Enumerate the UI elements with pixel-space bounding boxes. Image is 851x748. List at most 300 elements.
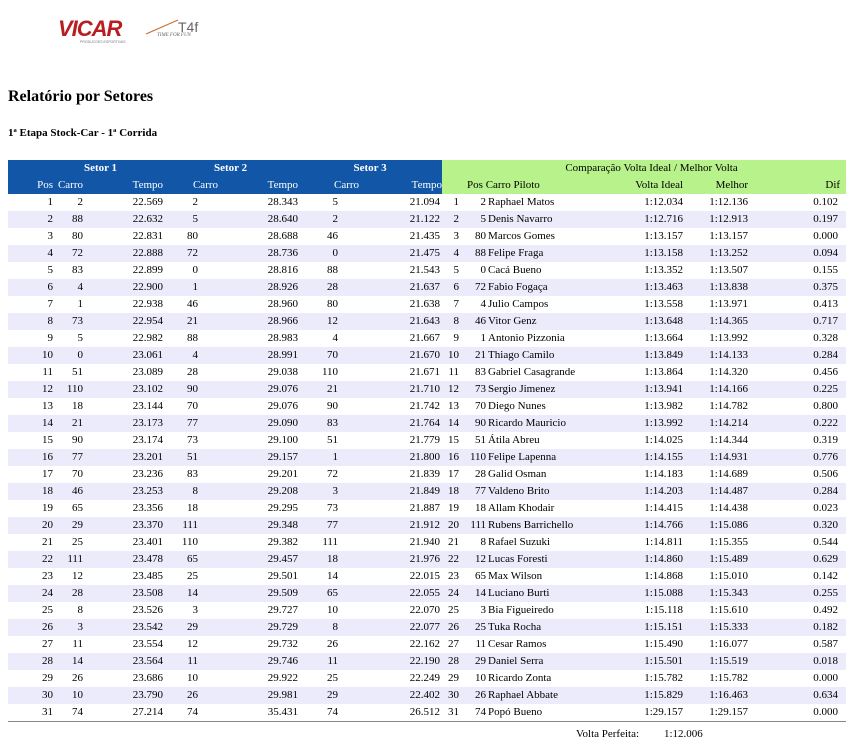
sector2-time: 29.746 — [223, 653, 298, 670]
row-pos: 8 — [8, 313, 53, 330]
melhor-volta: 1:14.133 — [683, 347, 748, 364]
table-row — [8, 670, 846, 687]
row-pos: 2 — [8, 211, 53, 228]
sector3-car: 111 — [322, 536, 339, 548]
sector3-car: 88 — [327, 264, 339, 276]
sector1-car: 11 — [72, 638, 83, 650]
row-pos: 10 — [8, 347, 53, 364]
sector3-time: 21.637 — [365, 279, 442, 296]
ideal-pos: 15 — [448, 434, 460, 446]
sector1-time: 23.485 — [132, 570, 164, 582]
driver-name: Fabio Fogaça — [486, 279, 613, 296]
sector3-time: 21.667 — [409, 332, 441, 344]
ideal-pos: 17 — [448, 468, 460, 480]
sector2-car: 74 — [163, 704, 223, 722]
dif-value: 0.102 — [813, 196, 839, 208]
sector2-car: 51 — [163, 449, 223, 466]
sector1-car: 2 — [77, 196, 83, 208]
sector1-time: 23.478 — [83, 551, 163, 568]
driver-name: Rubens Barrichello — [486, 517, 613, 534]
ideal-pos: 23 — [448, 570, 460, 582]
sector3-time: 21.912 — [365, 517, 442, 534]
sector3-car: 26 — [327, 638, 339, 650]
sector2-car: 18 — [187, 502, 199, 514]
sector2-car: 3 — [192, 604, 199, 616]
sector2-time: 29.076 — [267, 400, 299, 412]
sector2-car: 4 — [163, 347, 223, 364]
dif-value: 0.717 — [748, 313, 846, 330]
sector1-time: 22.900 — [83, 279, 163, 296]
table-row — [8, 500, 846, 517]
table-row — [8, 262, 846, 279]
sector2-time: 29.732 — [267, 638, 299, 650]
volta-ideal: 1:15.118 — [644, 604, 684, 616]
sector2-time: 29.076 — [223, 381, 298, 398]
driver-name: Ricardo Zonta — [488, 672, 552, 684]
melhor-volta: 1:29.157 — [683, 704, 748, 722]
sector3-time: 21.887 — [409, 502, 441, 514]
sector1-car: 12 — [72, 570, 83, 582]
sector3-time: 21.638 — [409, 298, 441, 310]
header-carro-3: Carro — [298, 176, 365, 194]
ideal-car: 111 — [461, 517, 486, 534]
volta-ideal: 1:13.352 — [644, 264, 684, 276]
driver-name: Bia Figueiredo — [488, 604, 554, 616]
ideal-pos: 14 — [442, 415, 461, 432]
sector2-car: 0 — [192, 264, 199, 276]
sector3-car: 51 — [327, 434, 339, 446]
row-pos: 9 — [47, 332, 53, 344]
volta-ideal: 1:13.158 — [613, 245, 683, 262]
sector2-time: 29.348 — [223, 517, 298, 534]
sector3-time: 22.190 — [365, 653, 442, 670]
table-row — [8, 415, 846, 432]
row-pos: 26 — [8, 619, 53, 636]
sector1-time: 23.174 — [132, 434, 164, 446]
table-row — [8, 245, 846, 262]
table-row — [8, 279, 846, 296]
row-pos: 31 — [8, 704, 53, 722]
sector3-car: 10 — [327, 604, 339, 616]
header-tempo-3: Tempo — [365, 176, 442, 194]
table-row — [8, 449, 846, 466]
sector3-car: 77 — [298, 517, 365, 534]
sector2-time: 29.457 — [223, 551, 298, 568]
row-pos: 19 — [42, 502, 53, 514]
sector3-time: 22.249 — [409, 672, 441, 684]
sector3-time: 21.710 — [365, 381, 442, 398]
sector1-time: 23.526 — [132, 604, 164, 616]
sector2-car: 88 — [187, 332, 199, 344]
table-row — [8, 432, 846, 449]
sector1-car: 77 — [53, 449, 83, 466]
sector3-time: 22.015 — [409, 570, 441, 582]
row-pos: 29 — [42, 672, 53, 684]
table-row — [8, 568, 846, 585]
row-pos: 5 — [47, 264, 53, 276]
sector1-time: 23.564 — [83, 653, 163, 670]
sector2-car: 25 — [187, 570, 199, 582]
sector3-time: 21.779 — [409, 434, 441, 446]
ideal-car: 65 — [475, 570, 487, 582]
sector1-car: 83 — [72, 264, 83, 276]
table-row — [8, 704, 846, 722]
row-pos: 13 — [42, 400, 53, 412]
sector1-time: 22.632 — [83, 211, 163, 228]
driver-name: Raphael Abbate — [486, 687, 613, 704]
ideal-pos: 1 — [453, 196, 460, 208]
melhor-volta: 1:14.365 — [683, 313, 748, 330]
ideal-car: 1 — [480, 332, 487, 344]
sector1-car: 29 — [53, 517, 83, 534]
header-carro-2: Carro — [163, 176, 223, 194]
volta-ideal: 1:14.183 — [644, 468, 684, 480]
sector3-car: 3 — [298, 483, 365, 500]
sector3-car: 72 — [327, 468, 339, 480]
sector3-time: 21.643 — [365, 313, 442, 330]
melhor-volta: 1:12.913 — [683, 211, 748, 228]
sector2-time: 28.983 — [267, 332, 299, 344]
row-pos: 14 — [8, 415, 53, 432]
driver-name: Raphael Matos — [488, 196, 555, 208]
driver-name: Valdeno Brito — [486, 483, 613, 500]
ideal-pos: 29 — [448, 672, 460, 684]
sector2-car: 46 — [187, 298, 199, 310]
ideal-pos: 27 — [448, 638, 460, 650]
header-pos-carro-piloto: Pos Carro Piloto — [442, 176, 613, 194]
ideal-pos: 20 — [442, 517, 461, 534]
sector3-car: 8 — [298, 619, 365, 636]
ideal-car: 18 — [475, 502, 487, 514]
sector2-car: 12 — [187, 638, 199, 650]
sector1-time: 23.554 — [132, 638, 164, 650]
volta-ideal: 1:14.155 — [613, 449, 683, 466]
melhor-volta: 1:14.166 — [683, 381, 748, 398]
melhor-volta: 1:15.355 — [709, 536, 749, 548]
sector2-time: 29.090 — [223, 415, 298, 432]
driver-name: Denis Navarro — [486, 211, 613, 228]
sector1-time: 23.089 — [132, 366, 164, 378]
sector1-car: 72 — [53, 245, 83, 262]
ideal-car: 28 — [475, 468, 487, 480]
dif-value: 0.375 — [748, 279, 846, 296]
sector3-car: 74 — [298, 704, 365, 722]
dif-value: 0.284 — [748, 347, 846, 364]
volta-ideal: 1:14.415 — [644, 502, 684, 514]
sector3-time: 22.055 — [365, 585, 442, 602]
dif-value: 0.544 — [813, 536, 839, 548]
sector1-time: 23.253 — [83, 483, 163, 500]
sector1-car: 25 — [72, 536, 83, 548]
driver-name: Cacá Bueno — [488, 264, 542, 276]
ideal-pos: 9 — [453, 332, 460, 344]
driver-name: Allam Khodair — [488, 502, 555, 514]
melhor-volta: 1:14.689 — [709, 468, 749, 480]
table-row — [8, 636, 846, 653]
sector2-car: 1 — [163, 279, 223, 296]
sector2-car: 11 — [163, 653, 223, 670]
row-pos: 25 — [42, 604, 53, 616]
ideal-pos: 16 — [442, 449, 461, 466]
dif-value: 0.506 — [813, 468, 839, 480]
sector1-time: 23.201 — [83, 449, 163, 466]
sector3-time: 21.094 — [409, 196, 441, 208]
melhor-volta: 1:14.931 — [683, 449, 748, 466]
volta-ideal: 1:14.203 — [613, 483, 683, 500]
sector3-time: 21.122 — [365, 211, 442, 228]
volta-ideal: 1:15.490 — [644, 638, 684, 650]
sector1-car: 46 — [53, 483, 83, 500]
melhor-volta: 1:15.489 — [683, 551, 748, 568]
ideal-car: 5 — [461, 211, 486, 228]
sector1-car: 5 — [77, 332, 83, 344]
ideal-car: 11 — [475, 638, 487, 650]
sector-report-table — [8, 160, 846, 722]
sector1-time: 23.542 — [83, 619, 163, 636]
sector2-time: 29.727 — [267, 604, 299, 616]
t4f-logo-text: T4f — [178, 19, 199, 35]
driver-name: Sergio Jimenez — [486, 381, 613, 398]
dif-value: 0.155 — [813, 264, 839, 276]
melhor-volta: 1:15.610 — [709, 604, 749, 616]
sector1-time: 27.214 — [83, 704, 163, 722]
sector1-time: 23.236 — [132, 468, 164, 480]
volta-ideal: 1:13.157 — [644, 230, 684, 242]
sector3-time: 21.800 — [365, 449, 442, 466]
driver-name: Popó Bueno — [486, 704, 613, 722]
table-row — [8, 194, 846, 211]
melhor-volta: 1:14.320 — [709, 366, 749, 378]
ideal-pos: 26 — [442, 619, 461, 636]
sector3-car: 1 — [298, 449, 365, 466]
dif-value: 0.284 — [748, 483, 846, 500]
row-pos: 1 — [47, 196, 53, 208]
volta-ideal: 1:29.157 — [613, 704, 683, 722]
melhor-volta: 1:15.086 — [683, 517, 748, 534]
sector2-car: 65 — [163, 551, 223, 568]
sector3-car: 83 — [298, 415, 365, 432]
sector3-time: 21.435 — [409, 230, 441, 242]
driver-name: Ricardo Mauricio — [486, 415, 613, 432]
ideal-pos: 31 — [442, 704, 461, 722]
volta-ideal: 1:14.025 — [644, 434, 684, 446]
ideal-pos: 18 — [442, 483, 461, 500]
driver-name: Átila Abreu — [488, 434, 540, 446]
driver-name: Tuka Rocha — [486, 619, 613, 636]
sector3-time: 21.940 — [409, 536, 441, 548]
table-row — [8, 296, 846, 313]
melhor-volta: 1:16.077 — [709, 638, 749, 650]
sector3-car: 70 — [298, 347, 365, 364]
sector2-time: 28.640 — [223, 211, 298, 228]
dif-value: 0.456 — [813, 366, 839, 378]
sector1-car: 73 — [53, 313, 83, 330]
svg-text:PRODUCOES ESPORTIVAS: PRODUCOES ESPORTIVAS — [80, 40, 126, 44]
sector2-time: 28.736 — [223, 245, 298, 262]
ideal-car: 3 — [480, 604, 487, 616]
volta-perfeita-value: 1:12.006 — [664, 728, 703, 740]
volta-ideal: 1:14.860 — [613, 551, 683, 568]
sector3-car: 29 — [298, 687, 365, 704]
table-row — [8, 364, 846, 381]
driver-name: Vitor Genz — [486, 313, 613, 330]
sector3-car: 73 — [327, 502, 339, 514]
sector3-time: 21.671 — [409, 366, 441, 378]
dif-value: 0.629 — [748, 551, 846, 568]
sector3-car: 21 — [298, 381, 365, 398]
sector3-time: 22.070 — [409, 604, 441, 616]
volta-ideal: 1:14.766 — [613, 517, 683, 534]
sector2-car: 110 — [181, 536, 199, 548]
sector3-time: 21.849 — [365, 483, 442, 500]
melhor-volta: 1:14.214 — [683, 415, 748, 432]
ideal-pos: 30 — [442, 687, 461, 704]
sector1-car: 74 — [53, 704, 83, 722]
volta-ideal: 1:12.034 — [644, 196, 684, 208]
sector1-car: 80 — [72, 230, 83, 242]
sector1-time: 23.370 — [83, 517, 163, 534]
sector1-car: 26 — [72, 672, 83, 684]
melhor-volta: 1:14.438 — [709, 502, 749, 514]
sector3-time: 21.543 — [409, 264, 441, 276]
sector1-car: 88 — [53, 211, 83, 228]
volta-ideal: 1:13.558 — [644, 298, 684, 310]
sector2-time: 29.038 — [267, 366, 299, 378]
sector1-time: 23.508 — [83, 585, 163, 602]
volta-ideal: 1:13.664 — [644, 332, 684, 344]
sector2-time: 28.926 — [223, 279, 298, 296]
melhor-volta: 1:13.838 — [683, 279, 748, 296]
sector2-car: 90 — [163, 381, 223, 398]
driver-name: Max Wilson — [488, 570, 543, 582]
driver-name: Galid Osman — [488, 468, 547, 480]
header-dif: Dif — [748, 176, 846, 194]
row-pos: 20 — [8, 517, 53, 534]
sector2-time: 29.295 — [267, 502, 299, 514]
sector2-time: 29.922 — [267, 672, 299, 684]
dif-value: 0.492 — [813, 604, 839, 616]
ideal-pos: 22 — [442, 551, 461, 568]
melhor-volta: 1:15.519 — [683, 653, 748, 670]
sector3-time: 21.764 — [365, 415, 442, 432]
sector2-time: 29.729 — [223, 619, 298, 636]
sector2-time: 28.966 — [223, 313, 298, 330]
dif-value: 0.222 — [748, 415, 846, 432]
sector3-car: 80 — [327, 298, 339, 310]
table-row — [8, 381, 846, 398]
melhor-volta: 1:15.343 — [683, 585, 748, 602]
row-pos: 3 — [47, 230, 53, 242]
dif-value: 0.328 — [813, 332, 839, 344]
sector1-time: 22.938 — [132, 298, 164, 310]
sector3-car: 28 — [298, 279, 365, 296]
sector1-car: 28 — [53, 585, 83, 602]
sector3-time: 21.839 — [409, 468, 441, 480]
volta-ideal: 1:15.829 — [613, 687, 683, 704]
sector1-time: 23.102 — [83, 381, 163, 398]
volta-ideal: 1:14.811 — [644, 536, 684, 548]
dif-value: 0.000 — [813, 672, 839, 684]
sector3-time: 21.742 — [409, 400, 441, 412]
melhor-volta: 1:15.782 — [709, 672, 749, 684]
sector3-car: 5 — [332, 196, 339, 208]
sector2-car: 70 — [187, 400, 199, 412]
sector1-car: 18 — [72, 400, 83, 412]
table-row — [8, 602, 846, 619]
melhor-volta: 1:14.344 — [709, 434, 749, 446]
sector1-time: 22.569 — [132, 196, 164, 208]
dif-value: 0.000 — [748, 704, 846, 722]
ideal-car: 80 — [475, 230, 487, 242]
ideal-car: 25 — [461, 619, 486, 636]
ideal-pos: 2 — [442, 211, 461, 228]
driver-name: Cesar Ramos — [488, 638, 547, 650]
table-row — [8, 585, 846, 602]
ideal-car: 90 — [461, 415, 486, 432]
sector2-time: 29.208 — [223, 483, 298, 500]
row-pos: 21 — [42, 536, 53, 548]
ideal-pos: 13 — [448, 400, 460, 412]
ideal-car: 77 — [461, 483, 486, 500]
dif-value: 0.255 — [748, 585, 846, 602]
table-row — [8, 517, 846, 534]
ideal-car: 12 — [461, 551, 486, 568]
sector3-car: 4 — [332, 332, 339, 344]
volta-ideal: 1:13.864 — [644, 366, 684, 378]
sector2-time: 28.991 — [223, 347, 298, 364]
driver-name: Thiago Camilo — [486, 347, 613, 364]
sector2-time: 28.343 — [267, 196, 299, 208]
sector2-car: 10 — [187, 672, 199, 684]
sector1-car: 3 — [53, 619, 83, 636]
volta-ideal: 1:15.151 — [613, 619, 683, 636]
ideal-car: 83 — [475, 366, 487, 378]
driver-name: Gabriel Casagrande — [488, 366, 576, 378]
table-row — [8, 228, 846, 245]
volta-perfeita-label: Volta Perfeita: — [576, 728, 640, 740]
table-row — [8, 330, 846, 347]
volta-ideal: 1:13.992 — [613, 415, 683, 432]
page-subtitle: 1ª Etapa Stock-Car - 1ª Corrida — [8, 127, 158, 139]
dif-value: 0.776 — [748, 449, 846, 466]
dif-value: 0.197 — [748, 211, 846, 228]
sector2-time: 29.501 — [267, 570, 299, 582]
sector2-car: 28 — [187, 366, 199, 378]
dif-value: 0.587 — [813, 638, 839, 650]
melhor-volta: 1:13.252 — [683, 245, 748, 262]
dif-value: 0.800 — [813, 400, 839, 412]
ideal-pos: 12 — [442, 381, 461, 398]
ideal-car: 21 — [461, 347, 486, 364]
driver-name: Felipe Lapenna — [486, 449, 613, 466]
sector2-car: 5 — [163, 211, 223, 228]
ideal-car: 0 — [480, 264, 487, 276]
sector1-car: 111 — [53, 551, 83, 568]
dif-value: 0.142 — [813, 570, 839, 582]
row-pos: 24 — [8, 585, 53, 602]
table-row — [8, 687, 846, 704]
melhor-volta: 1:15.010 — [709, 570, 749, 582]
volta-ideal: 1:13.648 — [613, 313, 683, 330]
sector3-car: 90 — [327, 400, 339, 412]
sector2-car: 26 — [163, 687, 223, 704]
sector2-time: 28.688 — [267, 230, 299, 242]
table-row — [8, 551, 846, 568]
sector3-time: 22.402 — [365, 687, 442, 704]
ideal-car: 4 — [480, 298, 487, 310]
header-setor-1: Setor 1 — [8, 160, 163, 176]
header-melhor: Melhor — [683, 176, 748, 194]
